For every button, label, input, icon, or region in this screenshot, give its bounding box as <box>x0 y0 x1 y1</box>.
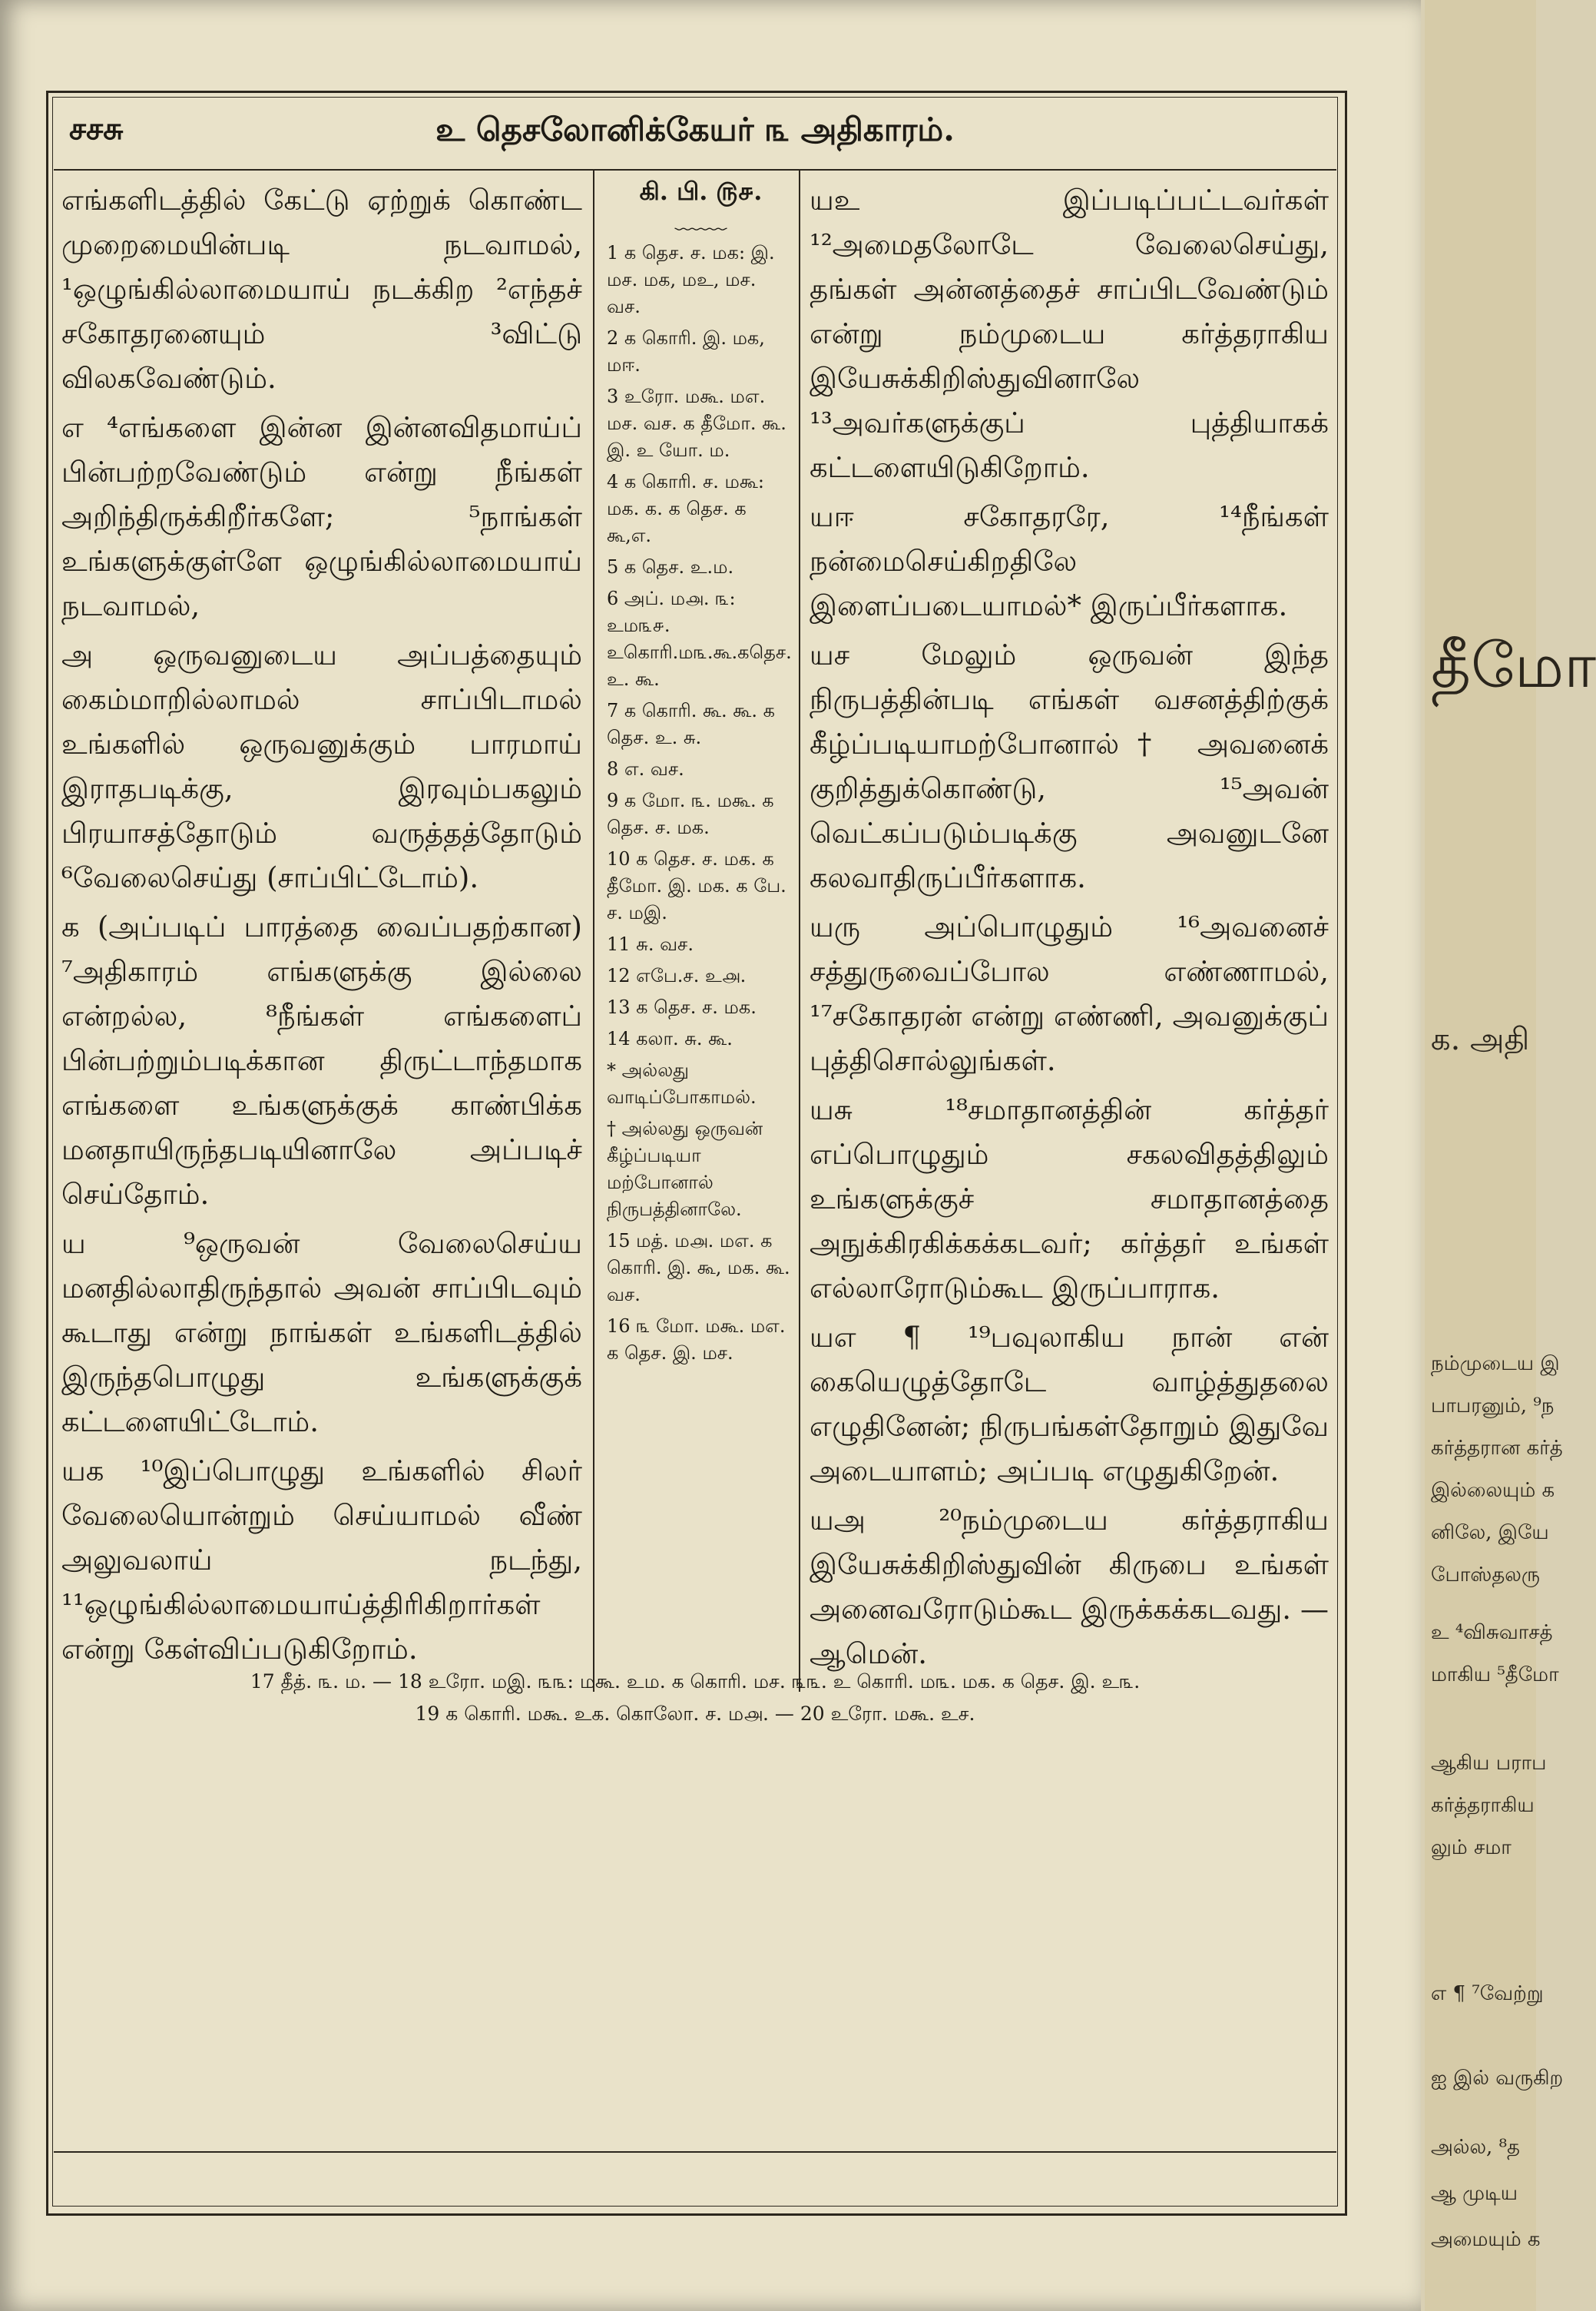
marginal-note: † அல்லது ஒருவன் கீழ்ப்படியா மற்போனால் நிருபத்தினாலே. <box>607 1118 763 1220</box>
facing-page-line: பாபரனும், ⁹ந <box>1431 1394 1555 1417</box>
column-divider-right <box>799 171 800 1692</box>
facing-page-line: மாகிய ⁵தீமோ <box>1431 1663 1559 1686</box>
verse-paragraph: யசு ¹⁸சமாதானத்தின் கர்த்தர் எப்பொழுதும் சகலவிதத்திலும் உங்களுக்குச் சமாதானத்தை அநுக்கிரகிக்கக்கடவர்; கர்த்தர் உங்கள் எல்லாரோடும்கூட இருப்பாராக. <box>810 1093 1329 1305</box>
header-rule <box>54 169 1336 171</box>
verse-paragraph: எங்களிடத்தில் கேட்டு ஏற்றுக் கொண்ட முறைமையின்படி நடவாமல், ¹ஒழுங்கில்லாமையாய் நடக்கிற ²எந்தச் சகோதரனையும் ³விட்டு விலகவேண்டும். <box>61 184 582 395</box>
verse-paragraph: க (அப்படிப் பாரத்தை வைப்பதற்கான) ⁷அதிகாரம் எங்களுக்கு இல்லை என்றல்ல, ⁸நீங்கள் எங்களைப் பின்பற்றும்படிக்கான திருட்டாந்தமாக எங்களை உங்களுக்குக் காண்பிக்க மனதாயிருந்தபடியினாலே அப்படிச் செய்தோம். <box>61 910 582 1211</box>
verse-paragraph: யஅ ²⁰நம்முடைய கர்த்தராகிய இயேசுக்கிறிஸ்துவின் கிருபை உங்கள் அனைவரோடும்கூட இருக்கக்கடவது. — ஆமென். <box>810 1504 1329 1670</box>
verse-paragraph: அ ஒருவனுடைய அப்பத்தையும் கைம்மாறில்லாமல் சாப்பிடாமல் உங்களில் ஒருவனுக்கும் பாரமாய் இராதபடிக்கு, இரவும்பகலும் பிரயாசத்தோடும் வருத்தத்தோடும் ⁶வேலைசெய்து (சாப்பிட்டோம்). <box>61 638 582 894</box>
verse-paragraph: யஉ இப்படிப்பட்டவர்கள் ¹²அமைதலோடே வேலைசெய்து, தங்கள் அன்னத்தைச் சாப்பிடவேண்டும் என்று நம்முடைய கர்த்தராகிய இயேசுக்கிறிஸ்துவினாலே ¹³அவர்களுக்குப் புத்தியாகக் கட்டளையிடுகிறோம். <box>810 184 1329 484</box>
facing-page-line: எ ¶ ⁷வேற்று <box>1431 1982 1544 2005</box>
ornament: ﹏﹏ <box>674 204 727 235</box>
footnote-line: 19 க கொரி. மகூ. உக. கொலோ. ச. ம௮. — 20 உரோ. மகூ. உச. <box>415 1703 975 1725</box>
bottom-rule <box>54 2151 1336 2153</box>
facing-page-line: அமையும் க <box>1431 2228 1541 2251</box>
facing-page-line: லும் சமா <box>1431 1836 1512 1859</box>
footnotes <box>54 1666 1336 1730</box>
cross-reference: 10 க தெச. ச. மக. க தீமோ. இ. மக. க பே. ச. மஇ. <box>607 848 786 923</box>
footnote-line: 17 தீத். ௩. ம. — 18 உரோ. மஇ. ௩௩: மகூ. உம. க கொரி. மச. ௩௩. உ கொரி. ம௩. மக. க தெச. இ. உ௩. <box>250 1670 1141 1693</box>
verse-paragraph: யரு அப்பொழுதும் ¹⁶அவனைச் சத்துருவைப்போல எண்ணாமல், ¹⁷சகோதரன் என்று எண்ணி, அவனுக்குப் புத்திசொல்லுங்கள். <box>810 910 1329 1077</box>
year-heading: கி. பி. ௫௪. <box>639 177 763 206</box>
page-number: சசசு <box>69 111 124 147</box>
cross-reference: 3 உரோ. மகூ. மஎ. மச. வச. க தீமோ. கூ. இ. உ யோ. ம. <box>607 386 786 461</box>
facing-page-line: போஸ்தலரு <box>1431 1563 1540 1587</box>
running-header <box>54 108 1336 161</box>
cross-reference-column <box>607 178 795 1371</box>
verse-paragraph: யக ¹⁰இப்பொழுது உங்களில் சிலர் வேலையொன்றும் செய்யாமல் வீண் அலுவலாய் நடந்து, ¹¹ஒழுங்கில்லாமையாய்த்திரிகிறார்கள் என்று கேள்விப்படுகிறோம். <box>61 1454 582 1666</box>
cross-reference: 12 எபே.ச. உ௮. <box>607 965 747 986</box>
cross-reference: 4 க கொரி. ச. மகூ: மக. க. க தெச. க கூ,எ. <box>607 471 764 546</box>
cross-reference: 14 கலா. சு. கூ. <box>607 1028 733 1049</box>
facing-page-line: அல்ல, ⁸த <box>1431 2136 1520 2159</box>
facing-page-line: ஐ இல் வருகிற <box>1431 2067 1564 2090</box>
cross-reference: 16 ௩ மோ. மகூ. மஎ. க தெச. இ. மச. <box>607 1315 786 1364</box>
right-text-column <box>810 178 1329 1681</box>
cross-reference: 1 க தெச. ச. மக: இ. மச. மக, மஉ, மச. வச. <box>607 242 775 317</box>
facing-page-line: நம்முடைய இ <box>1431 1352 1560 1375</box>
marginal-note: * அல்லது வாடிப்போகாமல். <box>607 1059 757 1108</box>
facing-page-line: னிலே, இயே <box>1431 1521 1549 1544</box>
cross-reference: 2 க கொரி. இ. மக, மஈ. <box>607 327 765 376</box>
cross-reference: 15 மத். ம௮. மஎ. க கொரி. இ. கூ, மக. கூ. வச. <box>607 1230 790 1305</box>
cross-reference: 5 க தெச. உ.ம. <box>607 556 734 578</box>
facing-page-line: ஆகிய பராப <box>1431 1752 1547 1775</box>
facing-page-line: க. அதி <box>1431 1022 1530 1057</box>
cross-reference: 9 க மோ. ௩. மகூ. க தெச. ச. மக. <box>607 790 774 838</box>
facing-page-line: கர்த்தரான கர்த் <box>1431 1437 1563 1460</box>
facing-page-line: ஆ முடிய <box>1431 2182 1518 2205</box>
running-title: உ தெசலோனிக்கேயர் ௩ அதிகாரம். <box>435 111 955 148</box>
cross-reference: 11 சு. வச. <box>607 933 694 955</box>
facing-page <box>1425 0 1596 2311</box>
verse-paragraph: யஎ ¶ ¹⁹பவுலாகிய நான் என் கையெழுத்தோடே வாழ்த்துதலை எழுதினேன்; நிருபங்கள்தோறும் இதுவே அடையாளம்; அப்படி எழுதுகிறேன். <box>810 1321 1329 1487</box>
cross-reference: 8 எ. வச. <box>607 758 684 780</box>
column-divider-left <box>593 171 594 1692</box>
verse-paragraph: ய ⁹ஒருவன் வேலைசெய்ய மனதில்லாதிருந்தால் அவன் சாப்பிடவும் கூடாது என்று நாங்கள் உங்களிடத்தில் இருந்தபொழுது உங்களுக்குக் கட்டளையிட்டோம். <box>61 1227 582 1438</box>
left-text-column <box>61 178 582 1676</box>
cross-reference: 7 க கொரி. கூ. கூ. க தெச. உ. சு. <box>607 700 775 748</box>
verse-paragraph: யஈ சகோதரரே, ¹⁴நீங்கள் நன்மைசெய்கிறதிலே இளைப்படையாமல்* இருப்பீர்களாக. <box>810 500 1329 622</box>
facing-page-line: உ ⁴விசுவாசத் <box>1431 1621 1553 1644</box>
verse-paragraph: யச மேலும் ஒருவன் இந்த நிருபத்தின்படி எங்கள் வசனத்திற்குக் கீழ்ப்படியாமற்போனால்† அவனைக் குறித்துக்கொண்டு, ¹⁵அவன் வெட்கப்படும்படிக்கு அவனுடனே கலவாதிருப்பீர்களாக. <box>810 638 1329 894</box>
cross-reference: 13 க தெச. ச. மக. <box>607 996 757 1018</box>
facing-page-line: கர்த்தராகிய <box>1431 1794 1535 1817</box>
facing-page-line: தீமோ <box>1431 630 1596 701</box>
cross-reference: 6 அப். ம௮. ௩: உம௩௪. உகொரி.ம௩.கூ.கதெச. உ. கூ. <box>607 588 792 690</box>
facing-page-line: இல்லையும் க <box>1431 1479 1555 1502</box>
verse-paragraph: எ ⁴எங்களை இன்ன இன்னவிதமாய்ப் பின்பற்றவேண்டும் என்று நீங்கள் அறிந்திருக்கிறீர்களே; ⁵நாங்கள் உங்களுக்குள்ளே ஒழுங்கில்லாமையாய் நடவாமல், <box>61 411 582 622</box>
